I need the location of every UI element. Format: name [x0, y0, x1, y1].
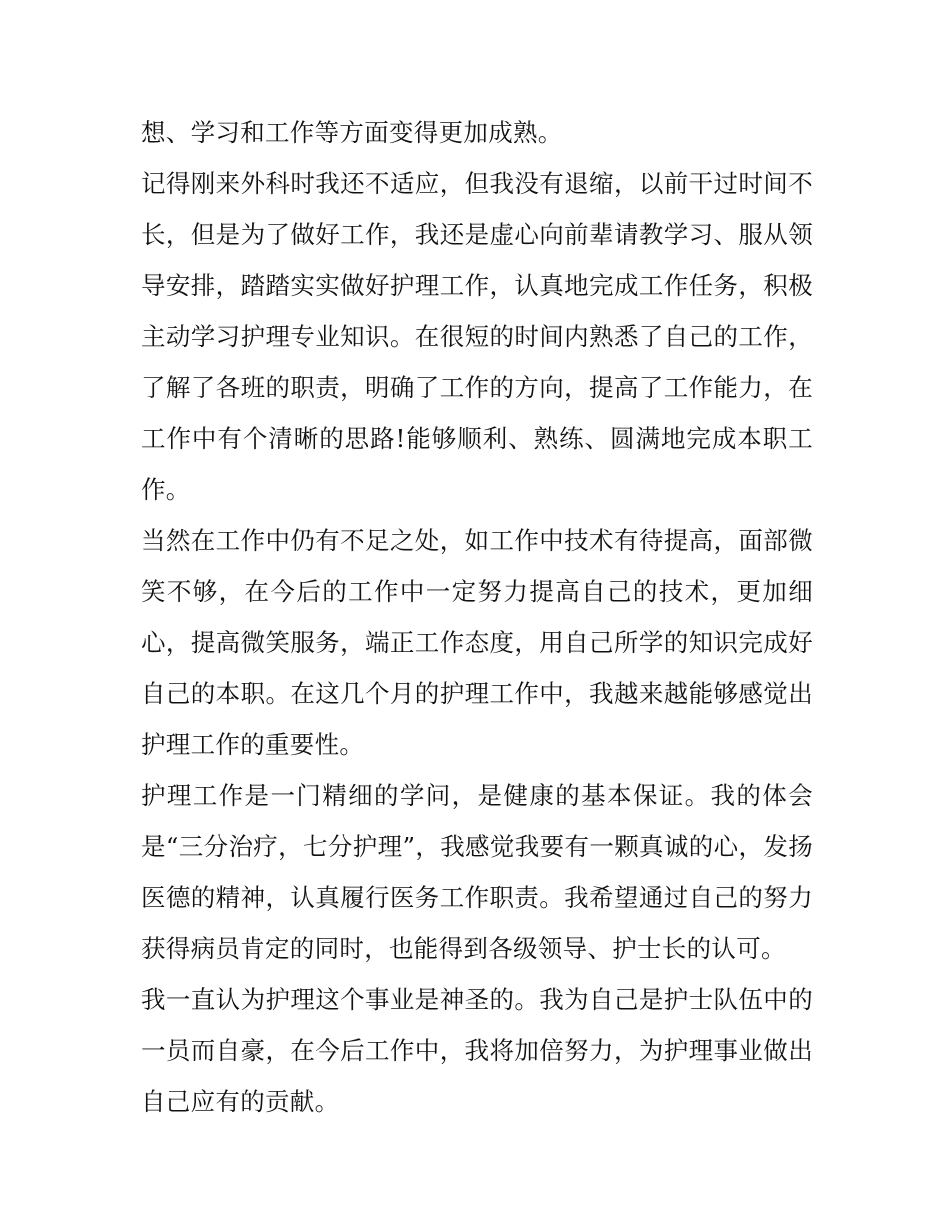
paragraph-2: 记得刚来外科时我还不适应，但我没有退缩，以前干过时间不长，但是为了做好工作，我还是虚心向前辈请教学习、服从领导安排，踏踏实实做好护理工作，认真地完成工作任务，积极主动学习护理专业知识。在很短的时间内熟悉了自己的工作，了解了各班的职责，明确了工作的方向，提高了工作能力，在工作中有个清晰的思路!能够顺利、熟练、圆满地完成本职工作。 [141, 169, 813, 504]
paragraph-4: 护理工作是一门精细的学问，是健康的基本保证。我的体会是“三分治疗，七分护理”，我感觉我要有一颗真诚的心，发扬医德的精神，认真履行医务工作职责。我希望通过自己的努力获得病员肯定的同时，也能得到各级领导、护士长的认可。 [141, 781, 813, 963]
document-body [141, 107, 813, 1127]
paragraph-3: 当然在工作中仍有不足之处，如工作中技术有待提高，面部微笑不够，在今后的工作中一定努力提高自己的技术，更加细心，提高微笑服务，端正工作态度，用自己所学的知识完成好自己的本职。在这几个月的护理工作中，我越来越能够感觉出护理工作的重要性。 [141, 526, 813, 759]
paragraph-5: 我一直认为护理这个事业是神圣的。我为自己是护士队伍中的一员而自豪，在今后工作中，我将加倍努力，为护理事业做出自己应有的贡献。 [141, 985, 813, 1116]
paragraph-1: 想、学习和工作等方面变得更加成熟。 [141, 118, 563, 147]
